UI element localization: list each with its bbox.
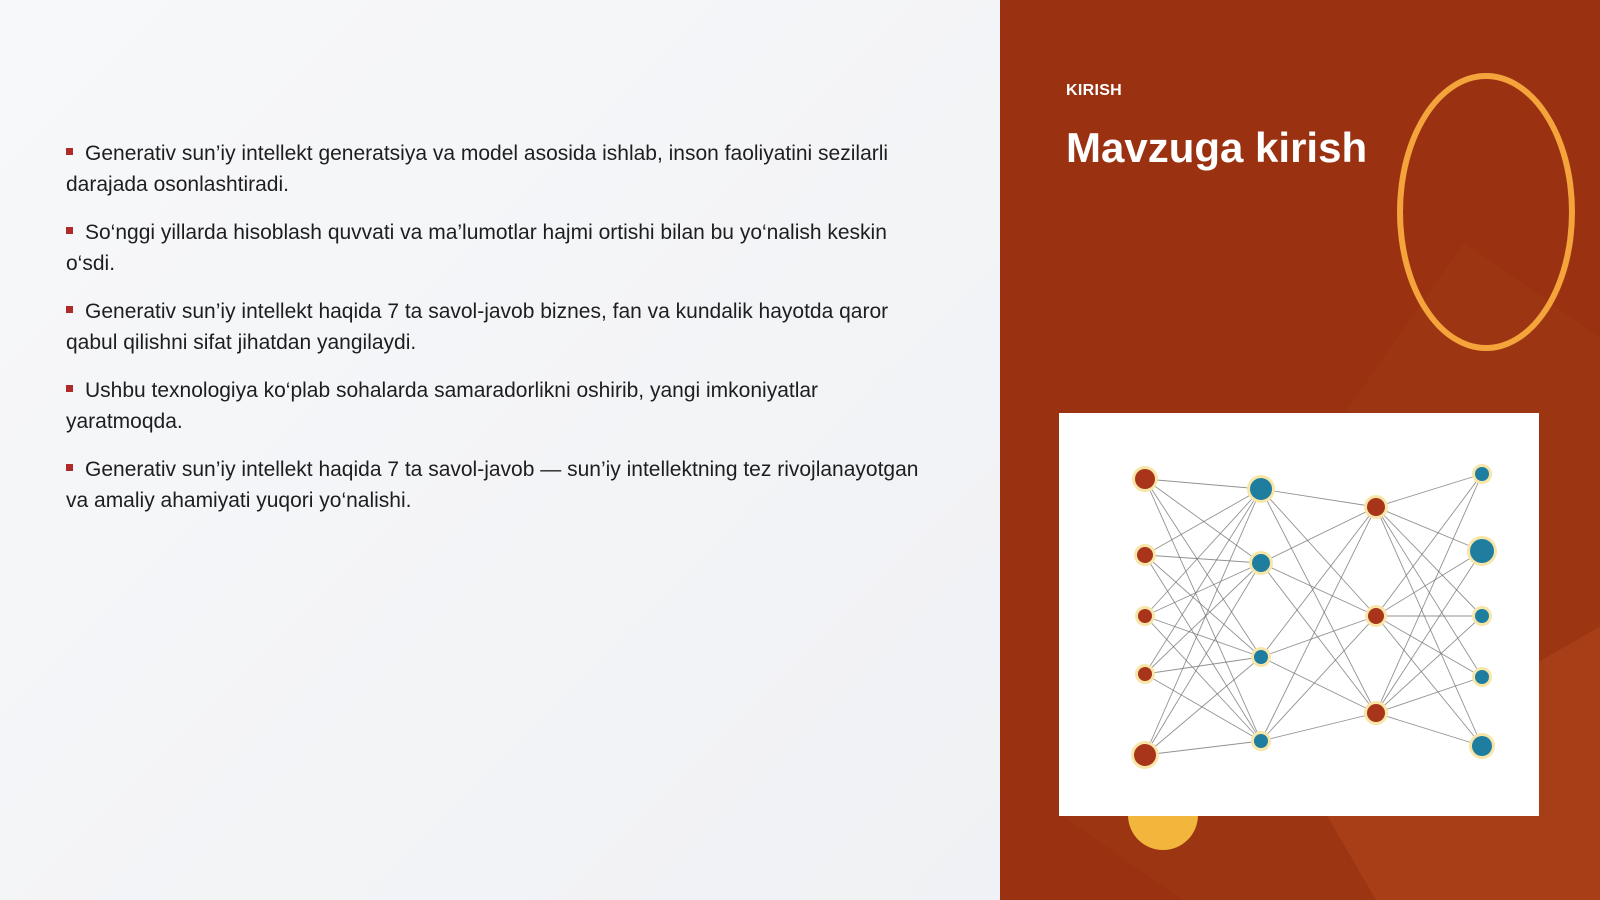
network-edge	[1376, 507, 1482, 746]
network-edge	[1261, 657, 1376, 713]
network-node	[1252, 554, 1270, 572]
decorative-ring-icon	[1397, 73, 1575, 351]
network-edge	[1261, 616, 1376, 657]
network-node	[1134, 744, 1156, 766]
bullet-text-3: Generativ sun’iy intellekt haqida 7 ta savol-javob biznes, fan va kundalik hayotda qaror qabul qilishni sifat jihatdan yangilaydi.	[66, 300, 889, 354]
network-edge	[1376, 616, 1482, 746]
network-node	[1135, 469, 1155, 489]
network-edge	[1376, 551, 1482, 616]
bullet-item-1	[66, 138, 926, 200]
network-edge	[1145, 489, 1261, 555]
network-node	[1138, 667, 1152, 681]
network-edge	[1145, 479, 1261, 563]
network-edge	[1145, 563, 1261, 616]
bullet-marker-icon	[66, 227, 73, 234]
bullet-text-1: Generativ sun’iy intellekt generatsiya va model asosida ishlab, inson faoliyatini sezilarli darajada osonlashtiradi.	[66, 142, 889, 196]
network-node	[1138, 609, 1152, 623]
bullet-marker-icon	[66, 385, 73, 392]
network-edge	[1261, 713, 1376, 741]
network-edge	[1376, 474, 1482, 616]
network-edge	[1376, 616, 1482, 677]
network-edge	[1376, 677, 1482, 713]
network-edge	[1261, 489, 1376, 616]
network-node	[1475, 670, 1489, 684]
bullet-item-5	[66, 454, 926, 516]
network-node	[1475, 467, 1489, 481]
network-edge	[1145, 616, 1261, 741]
network-edge	[1376, 474, 1482, 507]
network-edge	[1145, 479, 1261, 657]
network-node	[1250, 478, 1272, 500]
network-edge	[1376, 507, 1482, 616]
network-edge	[1261, 563, 1376, 713]
network-node	[1254, 734, 1268, 748]
network-edge	[1261, 507, 1376, 563]
network-edge	[1261, 563, 1376, 616]
bullet-marker-icon	[66, 306, 73, 313]
network-edge	[1376, 551, 1482, 713]
network-edge	[1261, 507, 1376, 741]
network-edge	[1145, 555, 1261, 563]
network-edges	[1145, 474, 1482, 755]
network-edge	[1145, 674, 1261, 741]
bullet-marker-icon	[66, 148, 73, 155]
network-edge	[1145, 555, 1261, 657]
network-edge	[1376, 474, 1482, 713]
neural-network-icon	[1059, 413, 1539, 816]
bullet-list	[66, 138, 926, 533]
network-edge	[1376, 713, 1482, 746]
slide-title: Mavzuga kirish	[1066, 124, 1368, 171]
network-edge	[1145, 741, 1261, 755]
network-node	[1470, 539, 1494, 563]
network-edge	[1145, 563, 1261, 674]
network-node	[1254, 650, 1268, 664]
network-edge	[1145, 489, 1261, 674]
network-node	[1472, 736, 1492, 756]
network-edge	[1376, 616, 1482, 713]
section-eyebrow: KIRISH	[1066, 82, 1123, 99]
network-edge	[1145, 489, 1261, 616]
bullet-text-5: Generativ sun’iy intellekt haqida 7 ta savol-javob — sun’iy intellektning tez rivojlanayotgan va amaliy ahamiyati yuqori yo‘nalishi.	[66, 458, 919, 512]
bullet-item-3	[66, 296, 926, 358]
network-node	[1367, 704, 1385, 722]
title-panel	[1000, 0, 1600, 900]
network-edge	[1261, 489, 1376, 713]
bullet-text-2: So‘nggi yillarda hisoblash quvvati va ma’lumotlar hajmi ortishi bilan bu yo‘nalish keskin o‘sdi.	[66, 221, 887, 275]
network-edge	[1145, 563, 1261, 755]
network-node	[1475, 609, 1489, 623]
network-edge	[1145, 555, 1261, 741]
network-nodes	[1131, 464, 1497, 769]
network-edge	[1261, 489, 1376, 507]
network-edge	[1145, 479, 1261, 489]
network-edge	[1145, 479, 1261, 741]
neural-network-image	[1059, 413, 1539, 816]
network-edge	[1376, 507, 1482, 677]
bullet-item-4	[66, 375, 926, 437]
network-node	[1137, 547, 1153, 563]
bullet-item-2	[66, 217, 926, 279]
network-node	[1368, 608, 1384, 624]
bullet-text-4: Ushbu texnologiya ko‘plab sohalarda samaradorlikni oshirib, yangi imkoniyatlar yaratmoqda.	[66, 379, 819, 433]
bullet-marker-icon	[66, 464, 73, 471]
network-node	[1367, 498, 1385, 516]
